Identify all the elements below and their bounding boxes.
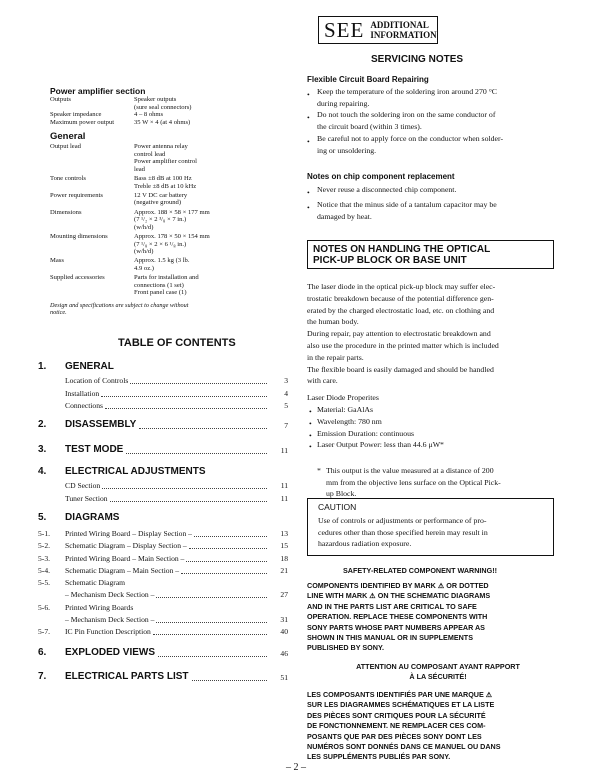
spec-value-line: 4.9 oz.) (134, 264, 154, 272)
optical-text-line: also use the procedure in the printed matter which is included (307, 341, 499, 350)
spec-key: Outputs (50, 96, 71, 103)
toc-page-number: 15 (280, 541, 288, 551)
toc-leader-dots (153, 634, 267, 635)
safety-warning-line: AND IN THE PARTS LIST ARE CRITICAL TO SAFE (307, 601, 477, 611)
spec-key: Output lead (50, 143, 81, 150)
caution-title: CAUTION (318, 502, 357, 512)
spec-value (134, 233, 234, 256)
toc-leader-dots (156, 597, 267, 598)
safety-warning-line: COMPONENTS IDENTIFIED BY MARK ⚠ OR DOTTED (307, 581, 489, 590)
toc-subsection-title: Schematic Diagram – Display Section – (65, 541, 187, 551)
french-safety-line: NUMÉROS SONT DONNÉS DANS CE MANUEL OU DANS (307, 742, 501, 751)
bullet-icon: • (309, 442, 312, 452)
laser-output-footnote: This output is the value measured at a distance of 200 mm from the objective lens surface on the Optical Pick- up Block. (326, 466, 501, 499)
power-amp-section-title: Power amplifier section (50, 86, 146, 96)
spec-value (134, 96, 234, 111)
optical-text-line: erated by the charged electrostatic load, etc. on clothing and (307, 305, 495, 315)
toc-subsection-number: 5-2. (38, 541, 51, 551)
french-safety-line: LES SUPPLÉMENTS PUBLIÉS PAR SONY. (307, 752, 451, 762)
toc-page-number: 11 (280, 481, 288, 490)
toc-page-number: 3 (284, 376, 288, 385)
general-spec-title: General (50, 131, 86, 142)
toc-section-number: 4. (38, 466, 47, 477)
toc-subsection-number: 5-1. (38, 529, 51, 538)
toc-leader-dots (194, 536, 267, 537)
chip-notes-title: Notes on chip component replacement (307, 172, 455, 181)
optical-text-line: trostatic breakdown because of the potential difference gen- (307, 293, 494, 303)
spec-value-line: Bass ±8 dB at 100 Hz (134, 175, 192, 182)
spec-key: Maximum power output (50, 118, 115, 126)
spec-value (134, 175, 234, 190)
spec-value-line: connections (1 set) (134, 281, 184, 289)
toc-section-number: 5. (38, 512, 47, 523)
toc-section-number: 3. (38, 444, 47, 455)
spec-value-line: control lead (134, 150, 166, 158)
spec-key: Tone controls (50, 175, 86, 182)
french-safety-title: ATTENTION AU COMPOSANT AYANT RAPPORT À LA SÉCURITÉ! (356, 662, 520, 682)
bullet-icon: • (309, 418, 312, 428)
spec-value-line: Approx. 1.5 kg (3 lb. (134, 257, 190, 265)
toc-leader-dots (186, 561, 267, 562)
toc-section-title: GENERAL (65, 361, 114, 372)
spec-value-line: Parts for installation and (134, 274, 199, 282)
flex-board-title: Flexible Circuit Board Repairing (307, 75, 429, 84)
toc-title: TABLE OF CONTENTS (118, 337, 236, 349)
toc-subsection-title: Printed Wiring Boards (65, 602, 134, 612)
toc-subsection-number: 5-6. (38, 602, 51, 612)
optical-text-line: The flexible board is easily damaged and should be handled (307, 364, 494, 374)
french-safety-line: POSANTS QUE PAR DES PIÈCES SONY DONT LES (307, 731, 482, 741)
toc-page-number: 11 (280, 446, 288, 455)
safety-warning-line: PUBLISHED BY SONY. (307, 643, 384, 653)
laser-property: Laser Output Power: less than 44.6 μW* (317, 440, 444, 450)
toc-section-number: 2. (38, 419, 47, 430)
bullet-icon: • (307, 203, 310, 212)
laser-property: Emission Duration: continuous (317, 428, 415, 438)
toc-section-title: DISASSEMBLY (65, 419, 137, 430)
bullet-icon: • (309, 407, 312, 416)
safety-warning-line: SHOWN IN THIS MANUAL OR IN SUPPLEMENTS (307, 633, 473, 642)
safety-warning-line: SONY PARTS WHOSE PART NUMBERS APPEAR AS (307, 622, 485, 632)
toc-section-number: 6. (38, 647, 47, 658)
page-number: – 2 – (286, 762, 306, 773)
toc-subsection-title: IC Pin Function Description (65, 626, 151, 636)
toc-subsection-number: 5-5. (38, 578, 51, 588)
laser-properties-title: Laser Diode Properites (307, 393, 379, 402)
spec-value (134, 257, 234, 272)
bullet-icon: • (307, 137, 310, 146)
bullet-icon: • (307, 188, 310, 197)
spec-value-line: 35 W × 4 (at 4 ohms) (134, 118, 191, 126)
toc-section-title: ELECTRICAL ADJUSTMENTS (65, 466, 206, 477)
safety-warning-line: OPERATION. REPLACE THESE COMPONENTS WITH (307, 612, 488, 622)
toc-section-title: ELECTRICAL PARTS LIST (65, 671, 189, 682)
laser-property: Wavelength: 780 nm (317, 416, 382, 426)
caution-text: Use of controls or adjustments or performance of pro- cedures other than those specified herein may result in hazardous radiation exposure. (318, 516, 488, 549)
spec-value-line: Speaker outputs (134, 96, 177, 103)
optical-text-line: with care. (307, 376, 338, 386)
asterisk-marker: * (317, 466, 321, 475)
toc-leader-dots (126, 453, 267, 454)
spec-value-line: 4 – 8 ohms (134, 111, 164, 119)
spec-key: Mass (50, 257, 64, 265)
toc-leader-dots (139, 428, 267, 429)
chip-bullet-2: Notice that the minus side of a tantalum capacitor may be damaged by heat. (317, 200, 497, 221)
toc-subsection-title: Tuner Section (65, 493, 108, 503)
spec-key: Speaker impedance (50, 111, 102, 119)
safety-warning-title: SAFETY-RELATED COMPONENT WARNING!! (343, 566, 497, 575)
flex-bullet-1: Keep the temperature of the soldering iron around 270 °C during repairing. (317, 87, 498, 108)
additional-information-label (370, 20, 436, 40)
toc-leader-dots (110, 501, 267, 502)
toc-page-number: 46 (280, 649, 288, 658)
toc-subsection-number: 5-4. (38, 565, 51, 575)
spec-value-line: Power antenna relay (134, 143, 188, 150)
spec-value-line: Approx. 178 × 50 × 154 mm (134, 233, 210, 240)
spec-value (134, 143, 234, 173)
french-safety-line: DES PIÈCES SONT CRITIQUES POUR LA SÉCURITÉ (307, 710, 486, 720)
additional-line1: ADDITIONAL (370, 20, 429, 30)
spec-key: Power requirements (50, 191, 103, 199)
bullet-icon: • (309, 430, 312, 440)
spec-value-line: lead (134, 165, 145, 173)
spec-value (134, 111, 234, 119)
toc-leader-dots (158, 656, 267, 657)
optical-title-line1: NOTES ON HANDLING THE OPTICAL (313, 244, 491, 255)
toc-page-number: 31 (280, 614, 288, 624)
flex-bullet-2: Do not touch the soldering iron on the same conductor of the circuit board (within 3 times). (317, 110, 496, 131)
servicing-notes-title: SERVICING NOTES (371, 54, 464, 65)
toc-leader-dots (181, 573, 267, 574)
spec-key: Dimensions (50, 208, 82, 216)
toc-leader-dots (101, 396, 267, 397)
chip-bullet-1: Never reuse a disconnected chip component. (317, 185, 457, 194)
spec-value-line: (sure seal connectors) (134, 103, 192, 111)
toc-leader-dots (105, 408, 267, 409)
toc-page-number: 21 (280, 565, 288, 575)
optical-text-line: The laser diode in the optical pick-up block may suffer elec- (307, 282, 496, 291)
spec-value-line: 12 V DC car battery (134, 191, 188, 199)
caution-box (307, 498, 554, 556)
optical-text-line: During repair, pay attention to electrostatic breakdown and (307, 329, 491, 339)
toc-leader-dots (156, 622, 267, 623)
spec-value-line: (7 ¹/₈ × 2 × 6 ¹/₈ in.) (134, 240, 187, 248)
see-additional-information-box (318, 16, 438, 44)
spec-value-line: (w/h/d) (134, 248, 154, 256)
spec-value (134, 274, 234, 297)
french-safety-line: SUR LES DIAGRAMMES SCHÉMATIQUES ET LA LISTE (307, 700, 495, 710)
toc-leader-dots (189, 548, 267, 549)
toc-section-title: TEST MODE (65, 444, 124, 455)
toc-subsection-title: Printed Wiring Board – Main Section – (65, 553, 185, 563)
toc-subsection-title: CD Section (65, 481, 101, 490)
optical-text-line: the human body. (307, 317, 359, 327)
toc-page-number: 5 (284, 401, 288, 410)
toc-subsection-number: 5-7. (38, 626, 51, 636)
spec-value-line: (w/h/d) (134, 223, 154, 231)
spec-value-line: Treble ±8 dB at 10 kHz (134, 182, 197, 190)
toc-section-title: EXPLODED VIEWS (65, 647, 156, 658)
toc-page-number: 18 (280, 553, 288, 563)
toc-subsection-title: – Mechanism Deck Section – (65, 614, 155, 624)
spec-value (134, 119, 234, 127)
toc-subsection-title: Schematic Diagram (65, 578, 126, 588)
optical-pickup-title-box (307, 240, 554, 269)
bullet-icon: • (307, 113, 310, 122)
spec-value (134, 209, 234, 232)
toc-subsection-title: Schematic Diagram – Main Section – (65, 565, 180, 575)
bullet-icon: • (307, 90, 310, 99)
toc-page-number: 40 (280, 626, 288, 636)
safety-warning-line: LINE WITH MARK ⚠ ON THE SCHEMATIC DIAGRAMS (307, 591, 491, 601)
spec-key: Supplied accessories (50, 274, 105, 282)
toc-leader-dots (192, 680, 267, 681)
spec-change-note (50, 302, 188, 317)
laser-property: Material: GaAlAs (317, 405, 374, 414)
spec-value-line: Front panel case (1) (134, 289, 187, 297)
toc-page-number: 11 (280, 493, 288, 503)
spec-value-line: (negative ground) (134, 199, 182, 207)
spec-note-line1: Design and specifications are subject to change without (50, 302, 189, 309)
additional-line2: INFORMATION (370, 30, 437, 40)
toc-page-number: 7 (284, 421, 288, 430)
toc-section-title: DIAGRAMS (65, 512, 120, 523)
toc-subsection-title: Installation (65, 388, 100, 398)
spec-key: Mounting dimensions (50, 233, 108, 240)
toc-leader-dots (102, 488, 267, 489)
toc-subsection-title: Location of Controls (65, 376, 129, 385)
toc-subsection-title: – Mechanism Deck Section – (65, 590, 155, 600)
french-safety-line: LES COMPOSANTS IDENTIFIÉS PAR UNE MARQUE ⚠ (307, 690, 493, 699)
toc-page-number: 4 (284, 388, 288, 398)
toc-section-number: 7. (38, 671, 47, 682)
spec-value-line: (7 ¹/₂ × 2 ³/₈ × 7 in.) (134, 216, 187, 224)
toc-leader-dots (130, 383, 267, 384)
spec-value-line: Approx. 188 × 58 × 177 mm (134, 208, 210, 216)
toc-page-number: 27 (280, 590, 288, 600)
flex-bullet-3: Be careful not to apply force on the conductor when solder- ing or unsoldering. (317, 134, 504, 155)
toc-subsection-title: Connections (65, 401, 103, 410)
toc-subsection-number: 5-3. (38, 553, 51, 563)
spec-value (134, 192, 234, 207)
optical-title-line2: PICK-UP BLOCK OR BASE UNIT (313, 255, 467, 266)
spec-value-line: Power amplifier control (134, 158, 197, 166)
toc-section-number: 1. (38, 361, 47, 372)
toc-page-number: 13 (280, 529, 288, 538)
optical-text-line: in the repair parts. (307, 352, 364, 362)
toc-subsection-title: Printed Wiring Board – Display Section – (65, 529, 192, 538)
see-label: SEE (324, 17, 365, 42)
toc-page-number: 51 (280, 673, 288, 682)
spec-note-line2: notice. (50, 309, 67, 317)
french-safety-line: DE FONCTIONNEMENT. NE REMPLACER CES COM- (307, 721, 486, 731)
